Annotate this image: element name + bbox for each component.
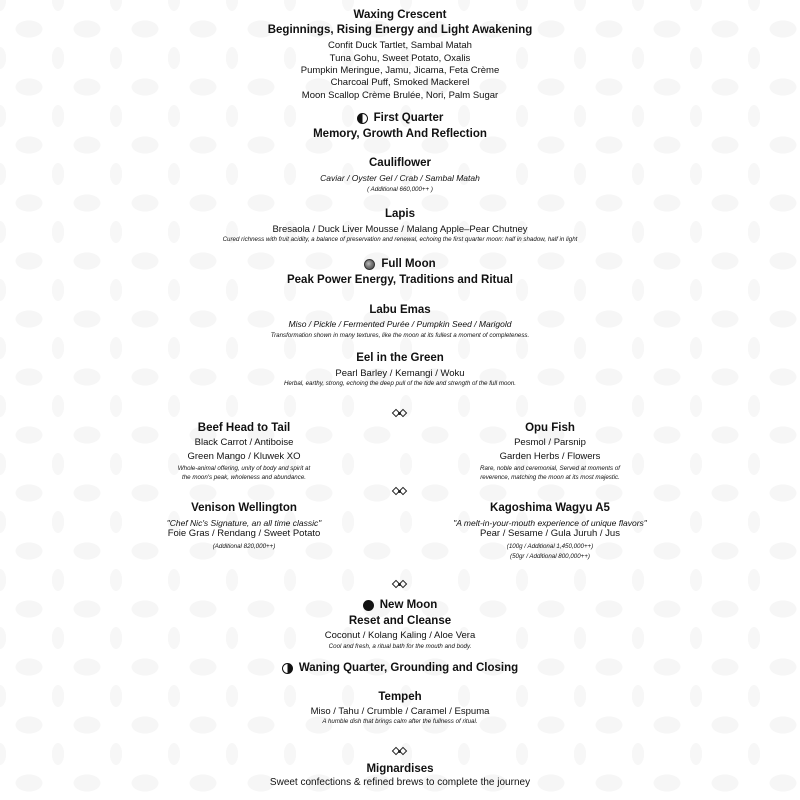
dish-name: Labu Emas <box>369 304 431 316</box>
ornament-divider <box>0 482 800 500</box>
dish-ingredients: Green Mango / Kluwek XO <box>187 451 301 462</box>
dish-name: Cauliflower <box>369 157 431 169</box>
first-quarter-title: First Quarter <box>373 112 444 124</box>
dish-price-note: ( Additional 660,000++ ) <box>367 186 433 193</box>
dish-ingredients: Miso / Tahu / Crumble / Caramel / Espuma <box>310 706 490 717</box>
ornament-divider <box>0 742 800 760</box>
dish-ingredients: Bresaola / Duck Liver Mousse / Malang Apple–Pear Chutney <box>272 224 528 235</box>
dish-note: A humble dish that brings calm after the fullness of ritual. <box>322 718 478 725</box>
dish-ingredients: Pearl Barley / Kemangi / Woku <box>335 368 465 379</box>
dish-name: Tempeh <box>378 691 422 703</box>
waning-quarter-moon-icon <box>282 663 293 674</box>
dish-name: Lapis <box>384 208 416 220</box>
ornament-icon <box>391 409 409 417</box>
ornament-icon <box>391 747 409 755</box>
menu-item: Tuna Gohu, Sweet Potato, Oxalis <box>329 53 471 64</box>
new-moon-title: New Moon <box>379 599 438 611</box>
dish-ingredients: Foie Gras / Rendang / Sweet Potato <box>167 528 321 539</box>
menu-item: Charcoal Puff, Smoked Mackerel <box>330 77 470 88</box>
full-moon-subtitle: Peak Power Energy, Traditions and Ritual <box>286 274 513 286</box>
waxing-crescent-subtitle: Beginnings, Rising Energy and Light Awakening <box>267 24 533 36</box>
dish-note: Herbal, earthy, strong, echoing the deep pull of the tide and strength of the full moon. <box>283 380 517 387</box>
dish-note: reverence, matching the moon at its most majestic. <box>480 474 620 481</box>
dish-note: the moon's peak, wholeness and abundance. <box>182 474 306 481</box>
ornament-icon <box>391 487 409 495</box>
dish-quote: "A melt-in-your-mouth experience of unique flavors" <box>453 518 647 528</box>
ornament-divider <box>0 575 800 593</box>
dish-note: Cool and fresh, a ritual bath for the mouth and body. <box>328 643 472 650</box>
dish-price-note: (50gr / Additional 800,000++) <box>510 553 590 560</box>
dish-ingredients: Caviar / Oyster Gel / Crab / Sambal Matah <box>320 173 480 183</box>
waning-quarter-heading <box>0 662 800 677</box>
full-moon-title: Full Moon <box>381 258 436 270</box>
dish-ingredients: Black Carrot / Antiboise <box>194 437 294 448</box>
dish-quote: "Chef Nic's Signature, an all time classic" <box>166 518 322 528</box>
dish-price-note: (100g / Additional 1,450,000++) <box>506 543 594 550</box>
dish-name: Opu Fish <box>525 422 575 434</box>
mignardises-title: Mignardises <box>366 763 434 775</box>
dish-note: Whole-animal offering, unity of body and spirit at <box>177 465 311 472</box>
menu-item: Moon Scallop Crème Brulée, Nori, Palm Sugar <box>301 90 499 101</box>
dish-note: Rare, noble and ceremonial, Served at moments of <box>480 465 620 472</box>
new-moon-heading <box>0 599 800 614</box>
waxing-crescent-title: Waxing Crescent <box>353 9 447 21</box>
waning-quarter-title: Waning Quarter, Grounding and Closing <box>298 662 519 674</box>
dish-ingredients: Pesmol / Parsnip <box>514 437 586 448</box>
dish-ingredients: Pear / Sesame / Gula Juruh / Jus <box>480 528 620 539</box>
dish-name: Venison Wellington <box>191 502 297 514</box>
dish-ingredients: Coconut / Kolang Kaling / Aloe Vera <box>324 630 476 641</box>
menu-item: Pumpkin Meringue, Jamu, Jicama, Feta Crème <box>300 65 500 76</box>
ornament-icon <box>391 580 409 588</box>
first-quarter-heading <box>0 112 800 127</box>
first-quarter-moon-icon <box>357 113 368 124</box>
new-moon-subtitle: Reset and Cleanse <box>348 615 452 627</box>
dish-name: Eel in the Green <box>356 352 444 364</box>
dish-note: Cured richness with fruit acidity, a balance of preservation and renewal, echoing the first quarter moon: half in shadow, half in light <box>222 236 578 243</box>
ornament-divider <box>0 404 800 422</box>
dish-name: Beef Head to Tail <box>197 422 291 434</box>
dish-price-note: (Additional 820,000++) <box>212 543 276 550</box>
first-quarter-subtitle: Memory, Growth And Reflection <box>313 128 487 140</box>
full-moon-icon <box>364 259 375 270</box>
mignardises-text: Sweet confections & refined brews to complete the journey <box>269 777 531 788</box>
dish-ingredients: Garden Herbs / Flowers <box>499 451 601 462</box>
full-moon-heading <box>0 258 800 273</box>
dish-ingredients: Miso / Pickle / Fermented Purée / Pumpkin Seed / Marigold <box>288 319 512 329</box>
dish-name: Kagoshima Wagyu A5 <box>490 502 610 514</box>
dish-note: Transformation shown in many textures, like the moon at its fullest a moment of completeness. <box>270 332 530 339</box>
new-moon-icon <box>363 600 374 611</box>
menu-item: Confit Duck Tartlet, Sambal Matah <box>328 40 472 51</box>
